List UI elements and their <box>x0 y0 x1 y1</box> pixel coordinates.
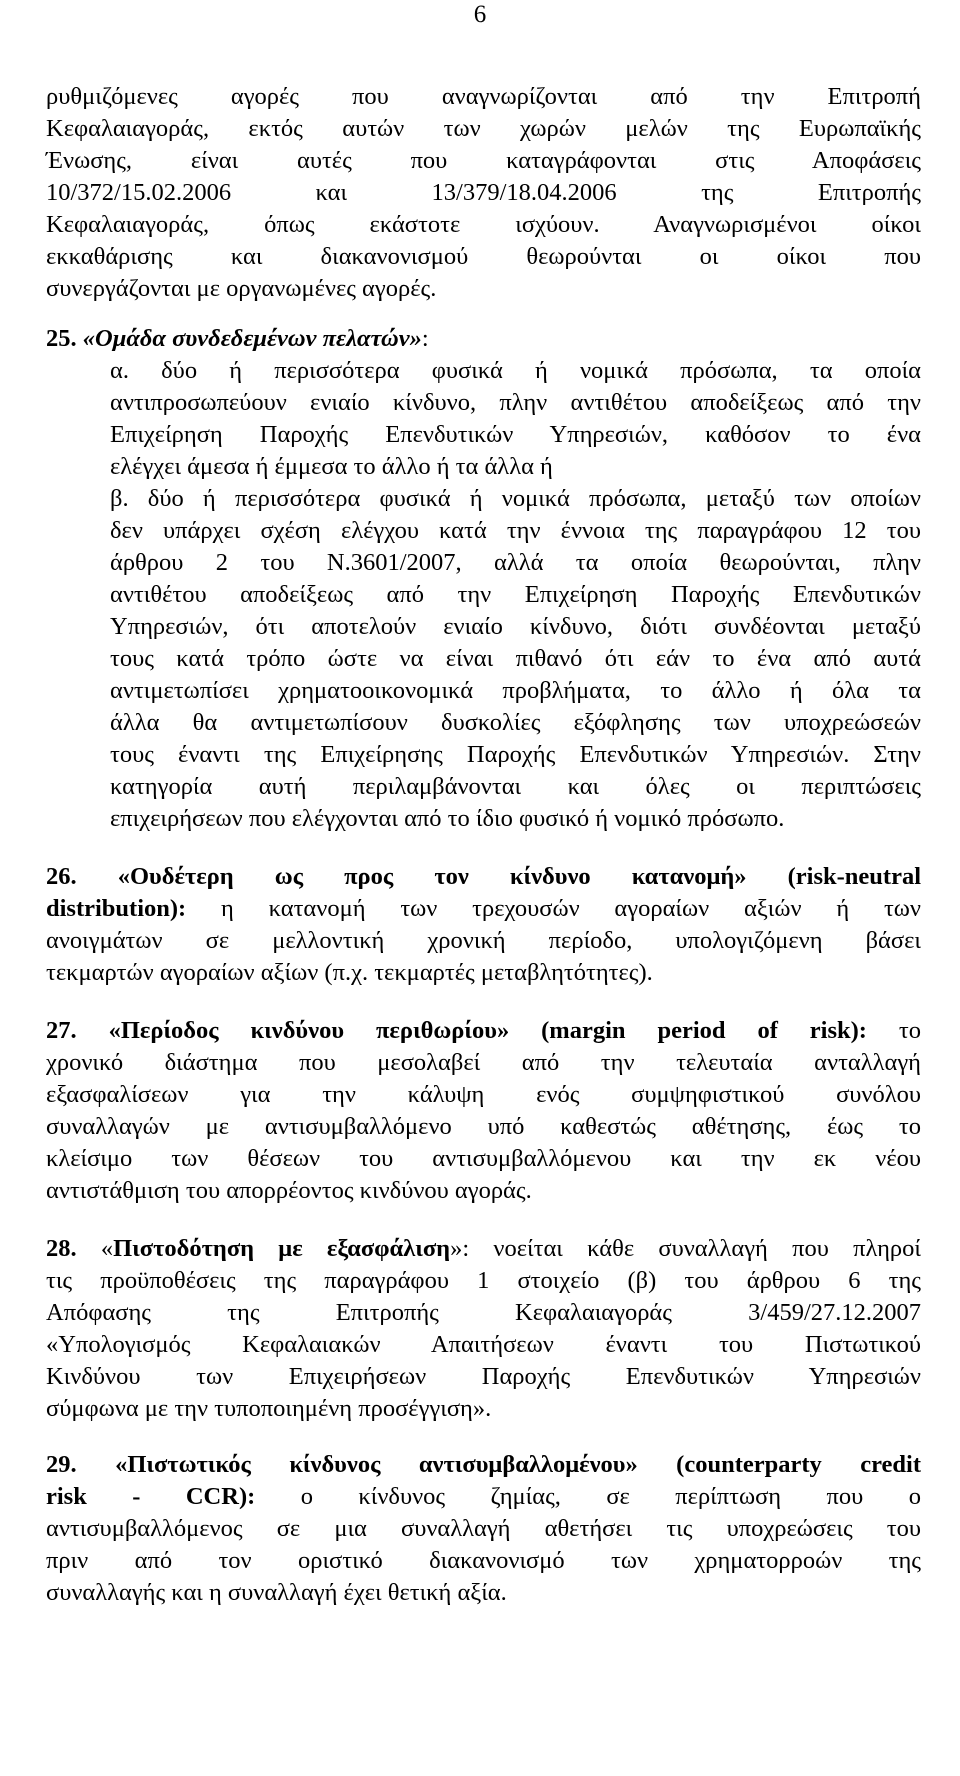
text-line: Επιχείρηση Παροχής Επενδυτικών Υπηρεσιών, καθόσον το ένα <box>110 421 921 448</box>
text-line: εκκαθάρισης και διακανονισμού θεωρούνται οι οίκοι που <box>46 243 921 270</box>
text-line: συναλλαγής και η συναλλαγή έχει θετική αξία. <box>46 1579 507 1606</box>
definition-term: «Ουδέτερη ως προς τον κίνδυνο κατανομή» (risk-neutral <box>117 863 922 890</box>
definition-term: Πιστοδότηση με εξασφάλιση <box>113 1235 451 1262</box>
text-line: «Υπολογισμός Κεφαλαιακών Απαιτήσεων έναντι του Πιστωτικού <box>46 1331 921 1358</box>
text-line <box>46 1481 921 1513</box>
definition-number: 27. <box>46 1017 77 1044</box>
definition-text: το <box>866 1017 922 1044</box>
text-line: Απόφασης της Επιτροπής Κεφαλαιαγοράς 3/459/27.12.2007 <box>46 1299 921 1326</box>
text-line: ελέγχει άμεσα ή έμμεσα το άλλο ή τα άλλα ή <box>110 453 553 480</box>
definition-term: «Ομάδα συνδεδεμένων πελατών» <box>82 325 422 352</box>
definition-term: «Περίοδος κινδύνου περιθωρίου» (margin period of risk): <box>108 1017 867 1044</box>
text-line: 10/372/15.02.2006 και 13/379/18.04.2006 της Επιτροπής <box>46 179 921 206</box>
open-quote: « <box>100 1235 114 1262</box>
definition-text: η κατανομή των τρεχουσών αγοραίων αξιών ή των <box>186 895 921 922</box>
text-line: Ένωσης, είναι αυτές που καταγράφονται στις Αποφάσεις <box>46 147 921 174</box>
text-line: Υπηρεσιών, ότι αποτελούν ενιαίο κίνδυνο, διότι συνδέονται μεταξύ <box>110 613 921 640</box>
definition-number: 25. <box>46 325 77 352</box>
definition-heading <box>46 1015 921 1047</box>
definition-number: 26. <box>46 863 77 890</box>
text-line: Κεφαλαιαγοράς, όπως εκάστοτε ισχύουν. Αναγνωρισμένοι οίκοι <box>46 211 921 238</box>
text-line: ανοιγμάτων σε μελλοντική χρονική περίοδο, υπολογιζόμενη βάσει <box>46 927 921 954</box>
text-line: δεν υπάρχει σχέση ελέγχου κατά την έννοια της παραγράφου 12 του <box>110 517 921 544</box>
definition-term-continued: risk - CCR): <box>46 1483 256 1510</box>
text-line: εξασφαλίσεων για την κάλυψη ενός συμψηφιστικού συνόλου <box>46 1081 921 1108</box>
text-line: τους έναντι της Επιχείρησης Παροχής Επενδυτικών Υπηρεσιών. Στην <box>110 741 921 768</box>
definition-term-continued: distribution): <box>46 895 187 922</box>
text-line: κατηγορία αυτή περιλαμβάνονται και όλες οι περιπτώσεις <box>110 773 921 800</box>
text-line: αντιθέτου αποδείξεως από την Επιχείρηση Παροχής Επενδυτικών <box>110 581 921 608</box>
text-line: χρονικό διάστημα που μεσολαβεί από την τελευταία ανταλλαγή <box>46 1049 921 1076</box>
text-line: τις προϋποθέσεις της παραγράφου 1 στοιχείο (β) του άρθρου 6 της <box>46 1267 921 1294</box>
definition-number: 29. <box>46 1451 77 1478</box>
text-line <box>46 893 921 925</box>
text-line: επιχειρήσεων που ελέγχονται από το ίδιο φυσικό ή νομικό πρόσωπο. <box>110 805 785 832</box>
definition-term: «Πιστωτικός κίνδυνος αντισυμβαλλομένου» (counterparty credit <box>115 1451 921 1478</box>
text-line: πριν από τον οριστικό διακανονισμό των χρηματορροών της <box>46 1547 921 1574</box>
text-line: κλείσιμο των θέσεων του αντισυμβαλλόμενου και την εκ νέου <box>46 1145 921 1172</box>
text-line: Κινδύνου των Επιχειρήσεων Παροχής Επενδυτικών Υπηρεσιών <box>46 1363 921 1390</box>
definition-heading <box>46 1233 921 1265</box>
definition-text: ο κίνδυνος ζημίας, σε περίπτωση που ο <box>255 1483 921 1510</box>
text-line: σύμφωνα με την τυποποιημένη προσέγγιση». <box>46 1395 492 1422</box>
page-number: 6 <box>473 1 487 28</box>
text-line: τους κατά τρόπο ώστε να είναι πιθανό ότι εάν το ένα από αυτά <box>110 645 921 672</box>
definition-text: »: νοείται κάθε συναλλαγή που πληροί <box>450 1235 921 1262</box>
text-line: β. δύο ή περισσότερα φυσικά ή νομικά πρόσωπα, μεταξύ των οποίων <box>110 485 921 512</box>
definition-heading <box>46 1449 921 1481</box>
text-line: α. δύο ή περισσότερα φυσικά ή νομικά πρόσωπα, τα οποία <box>110 357 921 384</box>
text-line: αντιπροσωπεύουν ενιαίο κίνδυνο, πλην αντιθέτου αποδείξεως από την <box>110 389 921 416</box>
text-line: άλλα θα αντιμετωπίσουν δυσκολίες εξόφλησης των υποχρεώσεών <box>110 709 921 736</box>
definition-heading <box>46 323 921 355</box>
text-line: αντιμετωπίσει χρηματοοικονομικά προβλήματα, το άλλο ή όλα τα <box>110 677 921 704</box>
text-line: τεκμαρτών αγοραίων αξίων (π.χ. τεκμαρτές μεταβλητότητες). <box>46 959 653 986</box>
text-line: Κεφαλαιαγοράς, εκτός αυτών των χωρών μελών της Ευρωπαϊκής <box>46 115 921 142</box>
text-line: συνεργάζονται με οργανωμένες αγορές. <box>46 275 437 302</box>
text-line: άρθρου 2 του Ν.3601/2007, αλλά τα οποία θεωρούνται, πλην <box>110 549 921 576</box>
text-line: αντιστάθμιση του απορρέοντος κινδύνου αγοράς. <box>46 1177 532 1204</box>
definition-colon: : <box>421 325 429 352</box>
definition-heading <box>46 861 921 893</box>
definition-number: 28. <box>46 1235 77 1262</box>
text-line: αντισυμβαλλόμενος σε μια συναλλαγή αθετήσει τις υποχρεώσεις του <box>46 1515 921 1542</box>
text-line: ρυθμιζόμενες αγορές που αναγνωρίζονται από την Επιτροπή <box>46 83 921 110</box>
text-line: συναλλαγών με αντισυμβαλλόμενο υπό καθεστώς αθέτησης, έως το <box>46 1113 921 1140</box>
